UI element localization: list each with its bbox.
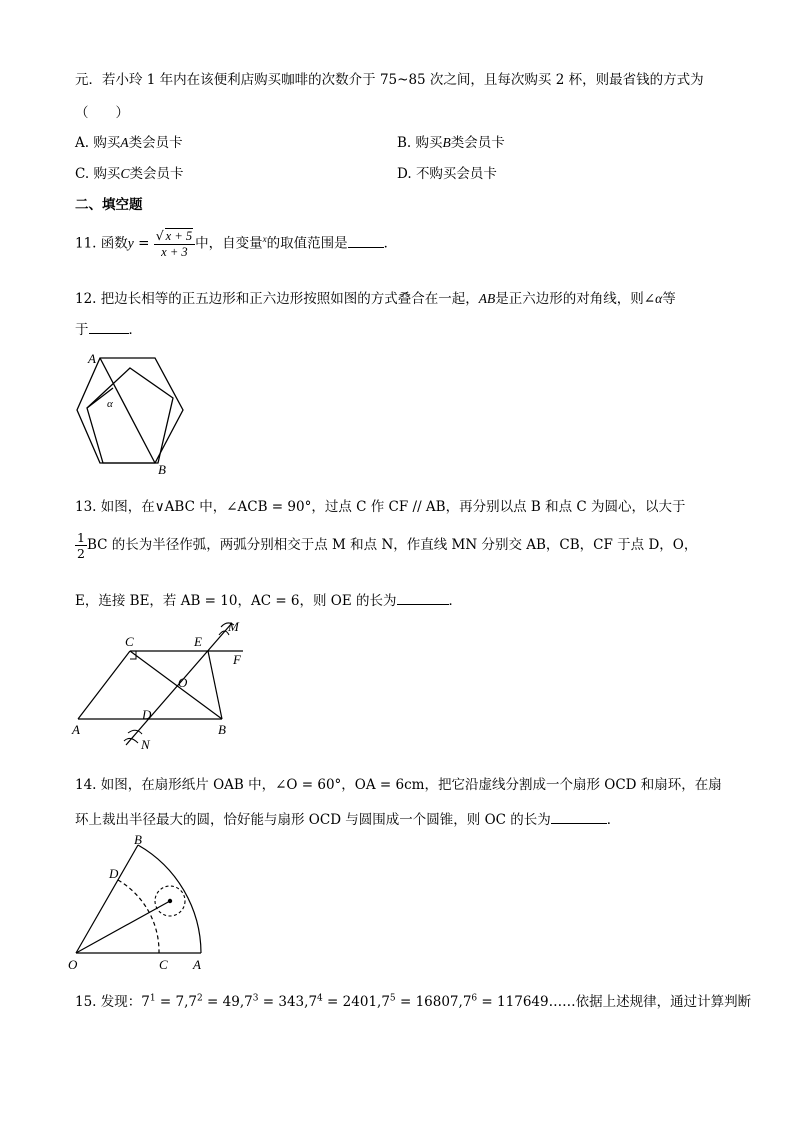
q12-label-a: A [88,351,96,366]
q12-line1: 12. 把边长相等的正五边形和正六边形按照如图的方式叠合在一起，AB是正六边形的对角线，则∠α等 [75,291,676,307]
q13-answer-blank[interactable] [397,604,449,605]
q14-label-c: C [159,957,168,972]
q15: 15. 发现：$7^1 = 7,7^2 = 49,7^3 = 343,7^4 = 2401,7^5 = 16807,7^6$ = 117649……依据上述规律，通过计算判断 [75,993,752,1010]
q14-line1: 14. 如图，在扇形纸片 OAB 中，∠O = 60°，OA = 6cm，把它沿虚线分割成一个扇形 OCD 和扇环，在扇 [75,777,722,793]
q14-label-a: A [193,957,201,972]
q13-label-a: A [72,722,80,737]
q12-label-b: B [158,462,166,477]
q10-option-b: B. 购买B类会员卡 [397,135,505,151]
q10-option-c: C. 购买C类会员卡 [75,166,184,182]
q13-label-c: C [125,634,134,649]
q14-figure [66,833,216,975]
q12-figure [70,350,195,478]
q11: 11. 函数y = $\frac{√ x + 5}{x + 3}$ 中，自变量$^x$的取值范围是 ． [75,228,398,259]
q14-answer-blank[interactable] [551,823,607,824]
q13-fraction: $\frac{1}{2}$ [77,530,85,561]
section-title-fill-blank: 二、填空题 [75,197,143,213]
q11-fraction: $\frac{√ x + 5}{x + 3}$ [154,228,195,260]
q13-label-b: B [218,722,226,737]
q14-label-o: O [68,957,78,972]
q10-stem-line: 元．若小玲 1 年内在该便利店购买咖啡的次数介于 75~85 次之间，且每次购买 2 杯，则最省钱的方式为 [75,72,704,88]
q13-label-e: E [194,634,202,649]
q12-label-alpha: α [107,398,113,410]
q13-line1: 13. 如图，在∨ABC 中，∠ACB = 90°，过点 C 作 CF // AB，再分别以点 B 和点 C 为圆心，以大于 [75,499,686,515]
q10-paren: （ ） [75,105,129,121]
q10-option-a: A. 购买A类会员卡 [75,135,183,151]
q13-line2: $\frac{1}{2}$ BC 的长为半径作弧，两弧分别相交于点 M 和点 N，作直线 MN 分别交 AB，CB，CF 于点 D，O， [77,530,698,561]
q13-label-f: F [233,652,241,667]
q10-option-d: D. 不购买会员卡 [397,166,497,182]
hexagon-shape [77,358,183,463]
q13-label-m: M [228,619,239,634]
q13-line3: E，连接 BE，若 AB = 10，AC = 6，则 OE 的长为 ． [75,593,463,609]
q13-label-d: D [142,707,152,722]
q13-figure [68,615,250,757]
q11-answer-blank[interactable] [348,247,384,248]
q14-label-d: D [109,866,119,881]
diagonal-ab [100,358,155,463]
q12-answer-blank[interactable] [89,333,129,334]
q13-label-o: O [178,675,188,690]
q14-line2: 环上裁出半径最大的圆，恰好能与扇形 OCD 与圆围成一个圆锥，则 OC 的长为 ． [75,812,621,828]
q13-label-n: N [141,737,150,752]
q12-line2: 于 ． [75,322,142,338]
q14-label-b: B [134,833,142,847]
